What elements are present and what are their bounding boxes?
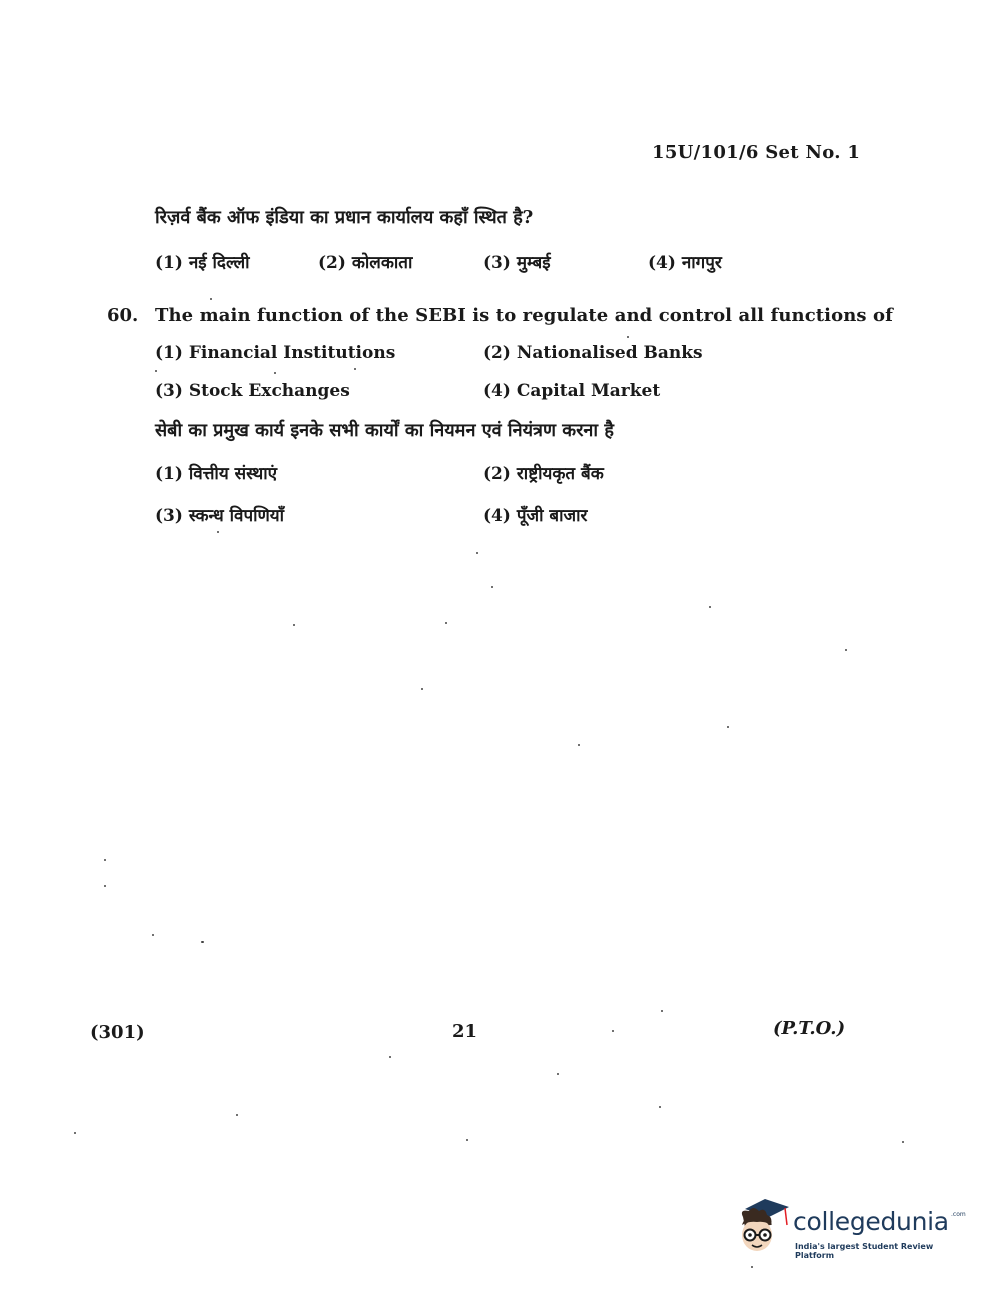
scan-speck <box>155 370 157 372</box>
logo-domain: .com <box>951 1211 966 1218</box>
scan-speck <box>74 1132 76 1134</box>
page-number: 21 <box>452 1021 478 1042</box>
scan-speck <box>104 859 106 861</box>
q60-hindi-option-1: (1) वित्तीय संस्थाएं <box>155 464 278 484</box>
footer-code: (301) <box>90 1022 145 1043</box>
scan-speck <box>709 606 711 608</box>
paper-code-header: 15U/101/6 Set No. 1 <box>652 142 861 163</box>
q60-hindi-option-4: (4) पूँजी बाजार <box>483 506 588 526</box>
scan-speck <box>557 1073 559 1075</box>
q60-option-2: (2) Nationalised Banks <box>483 343 703 363</box>
scan-speck <box>627 336 629 338</box>
scan-speck <box>104 885 106 887</box>
scan-speck <box>845 649 847 651</box>
scan-speck <box>612 1030 614 1032</box>
scan-speck <box>659 1106 661 1108</box>
logo-wordmark: collegedunia <box>793 1207 949 1236</box>
q60-option-4: (4) Capital Market <box>483 381 661 401</box>
question-60-text: The main function of the SEBI is to regulate and control all functions of <box>155 305 893 326</box>
question-60-number: 60. <box>107 305 139 326</box>
scan-speck <box>354 368 356 370</box>
scan-speck <box>661 1010 663 1012</box>
q59-option-4: (4) नागपुर <box>648 253 722 273</box>
scan-speck <box>217 531 219 533</box>
scan-speck <box>274 372 276 374</box>
scan-speck <box>389 1056 391 1058</box>
q60-option-1: (1) Financial Institutions <box>155 343 396 363</box>
scan-speck <box>751 1266 753 1268</box>
scan-speck <box>201 941 204 943</box>
logo-mascot-icon <box>735 1195 793 1265</box>
scan-speck <box>210 298 212 300</box>
q59-option-3: (3) मुम्बई <box>483 253 551 273</box>
scan-speck <box>491 586 493 588</box>
q59-option-2: (2) कोलकाता <box>318 253 413 273</box>
question-60-hindi: सेबी का प्रमुख कार्य इनके सभी कार्यों का नियमन एवं नियंत्रण करना है <box>155 420 614 441</box>
scan-speck <box>902 1141 904 1143</box>
q60-hindi-option-3: (3) स्कन्ध विपणियाँ <box>155 506 285 526</box>
collegedunia-logo <box>735 1195 965 1265</box>
scan-speck <box>476 552 478 554</box>
scan-speck <box>466 1139 468 1141</box>
q60-option-3: (3) Stock Exchanges <box>155 381 350 401</box>
scan-speck <box>578 744 580 746</box>
q60-hindi-option-2: (2) राष्ट्रीयकृत बैंक <box>483 464 604 484</box>
scan-speck <box>293 624 295 626</box>
scan-speck <box>236 1114 238 1116</box>
question-59-hindi: रिज़र्व बैंक ऑफ इंडिया का प्रधान कार्यालय कहाँ स्थित है? <box>155 207 534 228</box>
logo-tagline: India's largest Student Review Platform <box>795 1242 934 1260</box>
scan-speck <box>445 622 447 624</box>
scan-speck <box>421 688 423 690</box>
q59-option-1: (1) नई दिल्ली <box>155 253 250 273</box>
scan-speck <box>727 726 729 728</box>
scan-speck <box>152 934 154 936</box>
pto-label: (P.T.O.) <box>773 1018 846 1039</box>
